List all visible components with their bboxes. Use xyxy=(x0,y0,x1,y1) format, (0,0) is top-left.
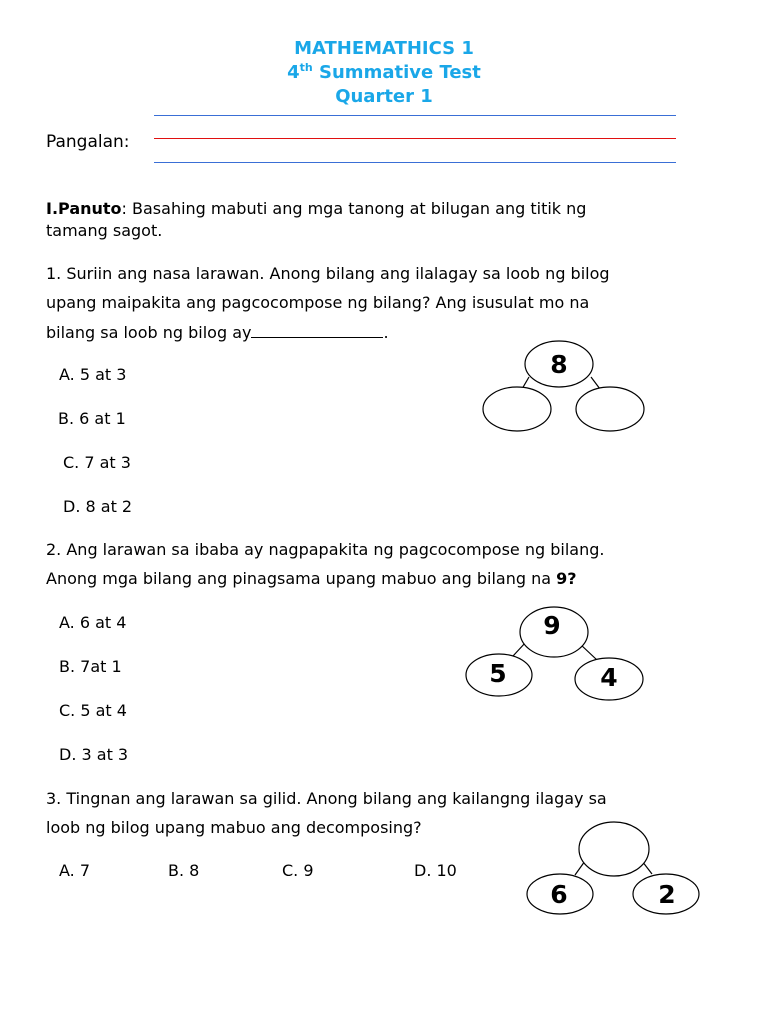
q2-line2: Anong mga bilang ang pinagsama upang mabuo ang bilang na 9? xyxy=(46,569,577,588)
name-top-blue-line xyxy=(154,115,676,116)
q1-part-right-circle[interactable] xyxy=(576,387,644,431)
q1-choice-c[interactable]: C. 7 at 3 xyxy=(63,453,131,472)
q3-line2: loob ng bilog upang mabuo ang decomposing? xyxy=(46,818,422,837)
q1-answer-blank[interactable] xyxy=(251,323,383,338)
q2-part-left-value: 5 xyxy=(489,659,507,688)
q1-line1: 1. Suriin ang nasa larawan. Anong bilang ang ilalagay sa loob ng bilog xyxy=(46,264,610,283)
q3-part-right-value: 2 xyxy=(658,880,676,909)
quarter-label: Quarter 1 xyxy=(335,86,433,107)
q2-line1: 2. Ang larawan sa ibaba ay nagpapakita ng pagcocompose ng bilang. xyxy=(46,540,605,559)
name-red-line[interactable] xyxy=(154,138,676,139)
test-number: 4 xyxy=(287,62,300,83)
q3-part-left-value: 6 xyxy=(550,880,568,909)
q2-choice-b[interactable]: B. 7at 1 xyxy=(59,657,122,676)
doc-title: MATHEMATHICS 1 xyxy=(294,38,474,59)
q1-choice-a[interactable]: A. 5 at 3 xyxy=(59,365,127,384)
q2-target-number: 9? xyxy=(556,569,577,588)
q1-choice-b[interactable]: B. 6 at 1 xyxy=(58,409,126,428)
q2-number-bond-diagram xyxy=(455,598,655,708)
q1-line3: bilang sa loob ng bilog ay . xyxy=(46,323,389,342)
q1-whole-value: 8 xyxy=(550,350,568,379)
q1-choice-d[interactable]: D. 8 at 2 xyxy=(63,497,133,516)
instructions-line1: I.Panuto: Basahing mabuti ang mga tanong at bilugan ang titik ng xyxy=(46,199,587,218)
q1-number-bond-diagram xyxy=(470,330,660,440)
q1-part-left-circle[interactable] xyxy=(483,387,551,431)
q2-whole-value: 9 xyxy=(543,611,561,640)
q1-bond-connector-right xyxy=(591,377,600,389)
test-number-suffix: th xyxy=(299,61,313,74)
q3-line1: 3. Tingnan ang larawan sa gilid. Anong bilang ang kailangng ilagay sa xyxy=(46,789,607,808)
q2-choice-d[interactable]: D. 3 at 3 xyxy=(59,745,129,764)
instructions-label: I.Panuto xyxy=(46,199,122,218)
name-bottom-blue-line xyxy=(154,162,676,163)
test-subtitle xyxy=(0,61,768,84)
q3-whole-circle[interactable] xyxy=(579,822,649,876)
q1-line2: upang maipakita ang pagcocompose ng bilang? Ang isusulat mo na xyxy=(46,293,590,312)
q2-choice-c[interactable]: C. 5 at 4 xyxy=(59,701,127,720)
q2-part-right-value: 4 xyxy=(600,663,618,692)
test-label: Summative Test xyxy=(319,62,481,83)
q3-choice-a[interactable]: A. 7 xyxy=(59,861,91,880)
q3-choice-c[interactable]: C. 9 xyxy=(282,861,314,880)
instructions-line2: tamang sagot. xyxy=(46,221,163,240)
name-label: Pangalan: xyxy=(46,132,130,152)
q3-choice-d[interactable]: D. 10 xyxy=(414,861,457,880)
q3-number-bond-diagram xyxy=(515,815,710,920)
q2-choice-a[interactable]: A. 6 at 4 xyxy=(59,613,127,632)
q3-choice-b[interactable]: B. 8 xyxy=(168,861,200,880)
